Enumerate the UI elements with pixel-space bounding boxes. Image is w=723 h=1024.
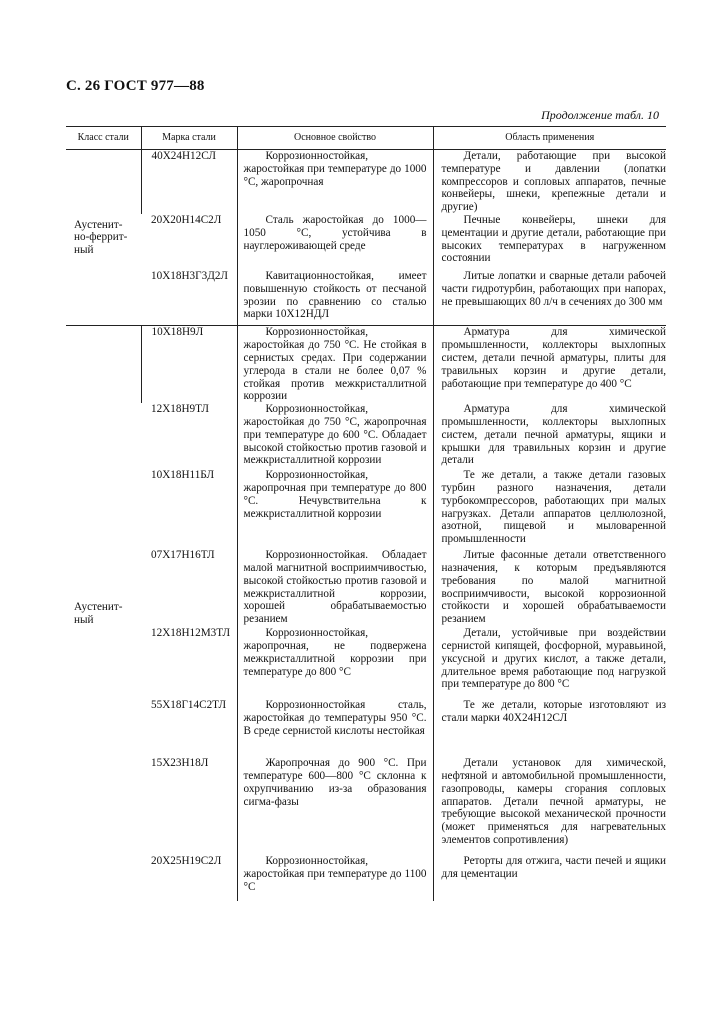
- table-row: [66, 270, 666, 326]
- table-row: [66, 627, 666, 699]
- property-cell: Коррозионностойкая, жаростойкая при температуре до 1100 °С: [237, 855, 433, 901]
- page-header: С. 26 ГОСТ 977—88: [66, 78, 205, 94]
- steel-grade-cell: 40Х24Н12СЛ: [141, 150, 237, 214]
- property-cell: Коррозионностойкая, жаростойкая при температуре до 1000 °С, жаропрочная: [237, 150, 433, 214]
- steel-grades-table: [66, 126, 666, 901]
- table-row: [66, 403, 666, 469]
- application-cell: Детали, работающие при высокой температуре и давлении (лопатки компрессоров и сопловых аппаратов, печные конвейеры, шнеки, крепежные детали и другие): [433, 150, 666, 214]
- steel-class-label: Аустенит- но-феррит- ный: [74, 218, 128, 257]
- steel-class-cell: [66, 326, 141, 901]
- property-cell: Коррозионностойкая, жаростойкая до 750 °С, жаропрочная при температуре до 600 °С. Обладает высокой стойкостью против газовой и межкристаллитной коррозии: [237, 403, 433, 469]
- steel-grade-cell: 20Х20Н14С2Л: [151, 213, 222, 226]
- steel-grade-cell: 15Х23Н18Л: [151, 757, 209, 770]
- steel-grade-cell: 12Х18Н12М3ТЛ: [151, 627, 231, 640]
- header-steel-class: Класс стали: [66, 127, 141, 150]
- steel-grade-cell: 20Х25Н19С2Л: [151, 855, 222, 868]
- application-cell: Те же детали, которые изготовляют из стали марки 40Х24Н12СЛ: [433, 699, 666, 757]
- steel-grade-cell: 12Х18Н9ТЛ: [151, 403, 209, 416]
- property-cell: Коррозионностойкая сталь, жаростойкая до температуры 950 °С. В среде сернистой кислоты нестойкая: [237, 699, 433, 757]
- table-row: [66, 150, 666, 214]
- application-cell: Детали установок для химической, нефтяной и автомобильной промышленности, газопроводы, камеры сгорания сопловых аппаратов. Детали печной арматуры, не требующие высокой механической прочности (может применяться для нагревательных элементов сопротивления): [433, 757, 666, 855]
- application-cell: Реторты для отжига, части печей и ящики для цементации: [433, 855, 666, 901]
- application-cell: Те же детали, а также детали газовых турбин разного назначения, детали турбокомпрессоров, работающих при малых нагрузках. Детали аппаратов целлюлозной, азотной, пищевой и мыловаренной промышленности: [433, 469, 666, 549]
- steel-grade-cell: 07Х17Н16ТЛ: [151, 549, 215, 562]
- header-application-area: Область применения: [433, 127, 666, 150]
- steel-grade-cell: 55Х18Г14С2ТЛ: [151, 699, 227, 712]
- application-cell: Литые фасонные детали ответственного назначения, к которым предъявляются требования по малой магнитной восприимчивости, высокой коррозионной стойкости и хорошей обрабатываемости резанием: [433, 549, 666, 627]
- property-cell: Жаропрочная до 900 °С. При температуре 600—800 °С склонна к охрупчиванию из-за образования сигма-фазы: [237, 757, 433, 855]
- table-row: [66, 549, 666, 627]
- header-steel-grade: Марка стали: [141, 127, 237, 150]
- property-cell: Коррозионностойкая, жаростойкая до 750 °С. Не стойкая в сернистых средах. При содержании углерода в стали не более 0,07 % стойкая против межкристаллитной коррозии: [237, 326, 433, 403]
- table-row: [66, 326, 666, 403]
- property-cell: Сталь жаростойкая до 1000—1050 °С, устойчива в науглероживающей среде: [237, 214, 433, 270]
- application-cell: Детали, устойчивые при воздействии сернистой кипящей, фосфорной, муравьиной, уксусной и других кислот, а также детали, длительное время работающие под нагрузкой при температуре до 800 °С: [433, 627, 666, 699]
- steel-grade-cell: 10Х18Н9Л: [141, 326, 237, 403]
- property-cell: Кавитационностойкая, имеет повышенную стойкость от песчаной эрозии по сравнению со сталью марки 10Х12НДЛ: [237, 270, 433, 326]
- table-row: [66, 469, 666, 549]
- table-continuation-label: Продолжение табл. 10: [541, 108, 659, 122]
- application-cell: Арматура для химической промышленности, коллекторы выхлопных систем, детали печной арматуры, ящики и крышки для травильных корзин и другие детали: [433, 403, 666, 469]
- table-row: [66, 699, 666, 757]
- table-header-row: [66, 127, 666, 150]
- property-cell: Коррозионностойкая, жаропрочная при температуре до 800 °С. Нечувствительна к межкристаллитной коррозии: [237, 469, 433, 549]
- property-cell: Коррозионностойкая. Обладает малой магнитной восприимчивостью, высокой стойкостью против газовой и межкристаллитной коррозии, хорошей обрабатываемостью резанием: [237, 549, 433, 627]
- application-cell: Арматура для химической промышленности, коллекторы выхлопных систем, детали печной арматуры, плиты для травильных корзин и другие детали, работающие при температуре до 400 °С: [433, 326, 666, 403]
- table-row: [66, 214, 666, 270]
- header-main-property: Основное свойство: [237, 127, 433, 150]
- application-cell: Литые лопатки и сварные детали рабочей части гидротурбин, работающих при напорах, не превышающих 80 л/ч в сечениях до 300 мм: [433, 270, 666, 326]
- steel-grade-cell: 10Х18Н11БЛ: [151, 469, 215, 482]
- application-cell: Печные конвейеры, шнеки для цементации и другие детали, работающие при высоких температурах в нагруженном состоянии: [433, 214, 666, 270]
- table-row: [66, 757, 666, 855]
- steel-grade-cell: 10Х18Н3Г3Д2Л: [151, 269, 229, 282]
- steel-class-label: Аустенит- ный: [74, 601, 123, 626]
- steel-class-cell: [66, 150, 141, 326]
- table-row: [66, 855, 666, 901]
- property-cell: Коррозионностойкая, жаропрочная, не подвержена межкристаллитной коррозии при температуре до 800 °С: [237, 627, 433, 699]
